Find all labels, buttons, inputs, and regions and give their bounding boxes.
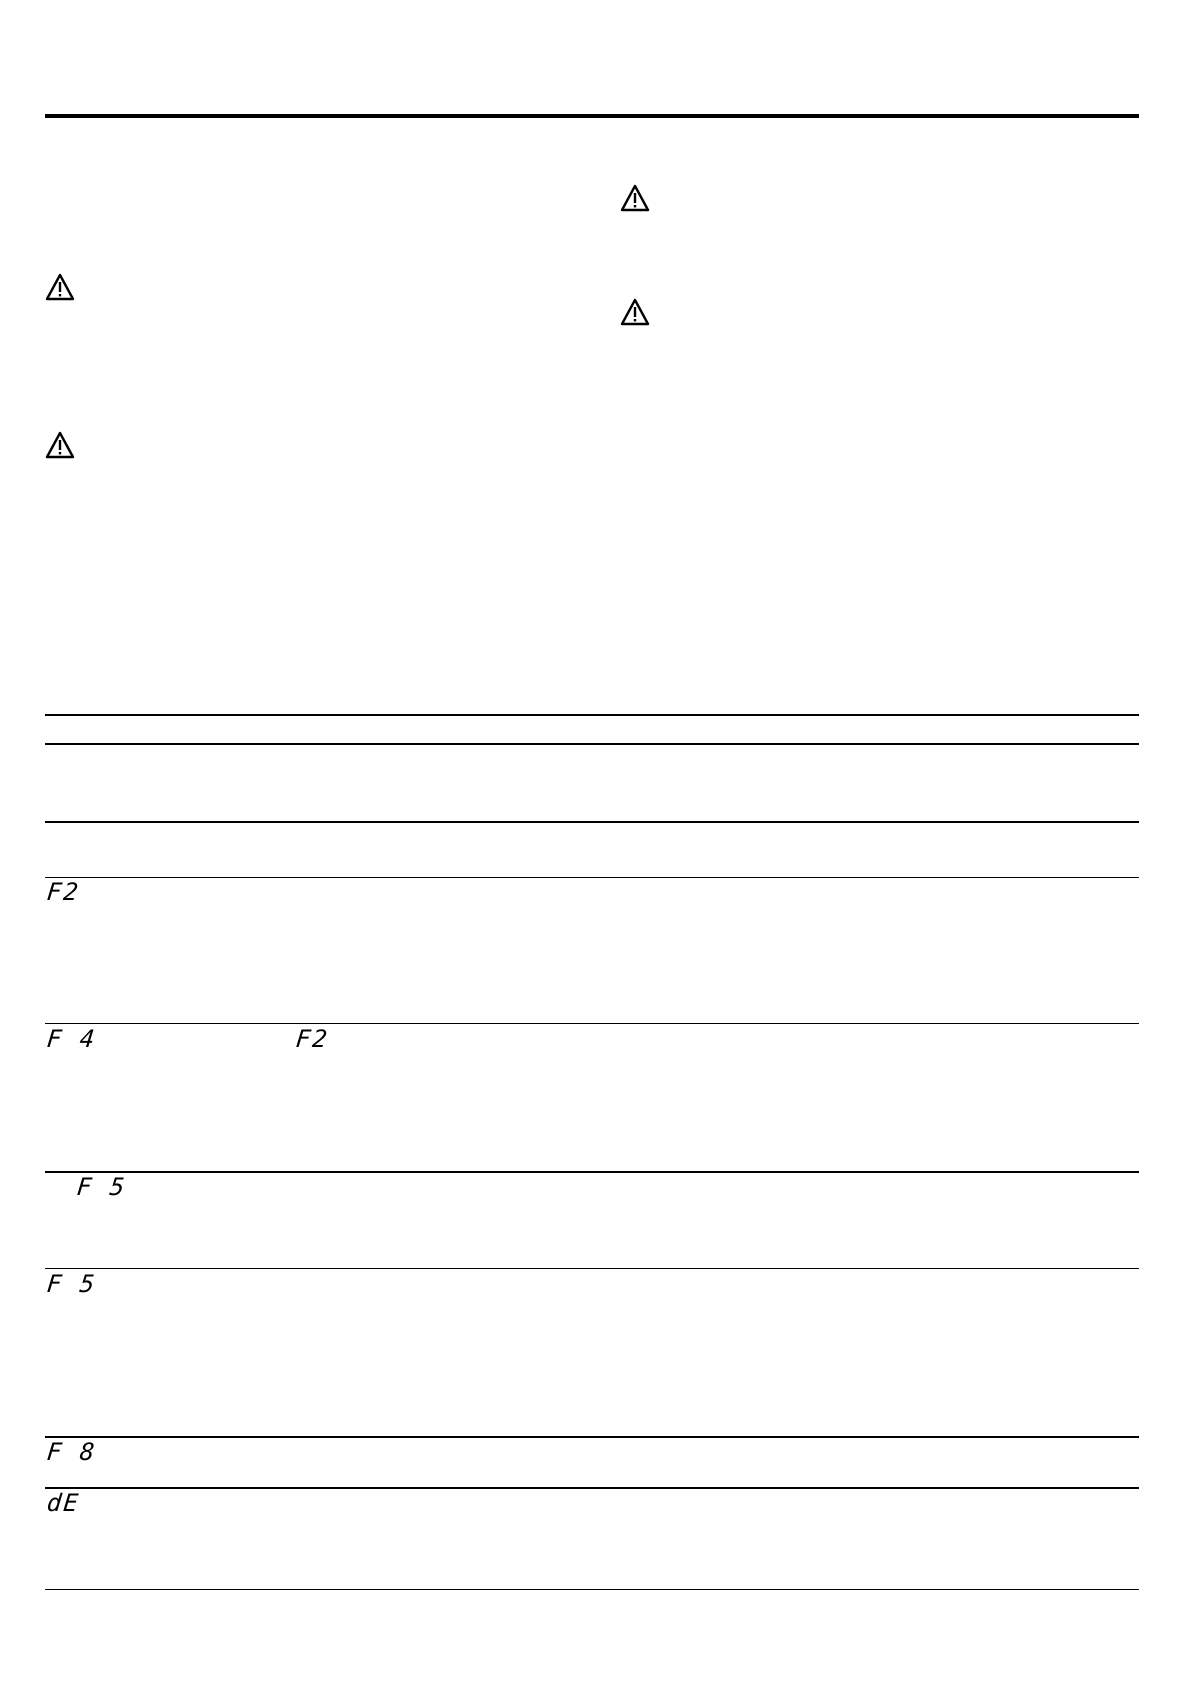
fault-code-display: F 5 xyxy=(75,1173,128,1201)
table-row-divider xyxy=(45,1171,1139,1173)
warning-triangle-icon xyxy=(45,431,75,459)
warning-triangle-icon xyxy=(45,273,75,301)
table-row-divider xyxy=(45,1268,1139,1269)
table-row-divider xyxy=(45,1436,1139,1438)
table-row-divider xyxy=(45,877,1139,878)
fault-code-display: F 4 xyxy=(45,1025,98,1053)
fault-code-display: F 8 xyxy=(45,1438,98,1466)
fault-code-display: F 5 xyxy=(45,1270,98,1298)
table-bottom-rule xyxy=(45,1589,1139,1590)
table-row-divider xyxy=(45,1487,1139,1489)
fault-code-display: dE xyxy=(45,1489,82,1517)
table-row-divider xyxy=(45,1023,1139,1024)
table-row-divider xyxy=(45,821,1139,823)
warning-triangle-icon xyxy=(620,298,650,326)
header-rule xyxy=(45,114,1139,118)
table-header-rule xyxy=(45,743,1139,745)
fault-code-display: F2 xyxy=(45,878,82,906)
table-top-rule xyxy=(45,714,1139,716)
warning-triangle-icon xyxy=(620,184,650,212)
fault-code-display: F2 xyxy=(294,1025,331,1053)
